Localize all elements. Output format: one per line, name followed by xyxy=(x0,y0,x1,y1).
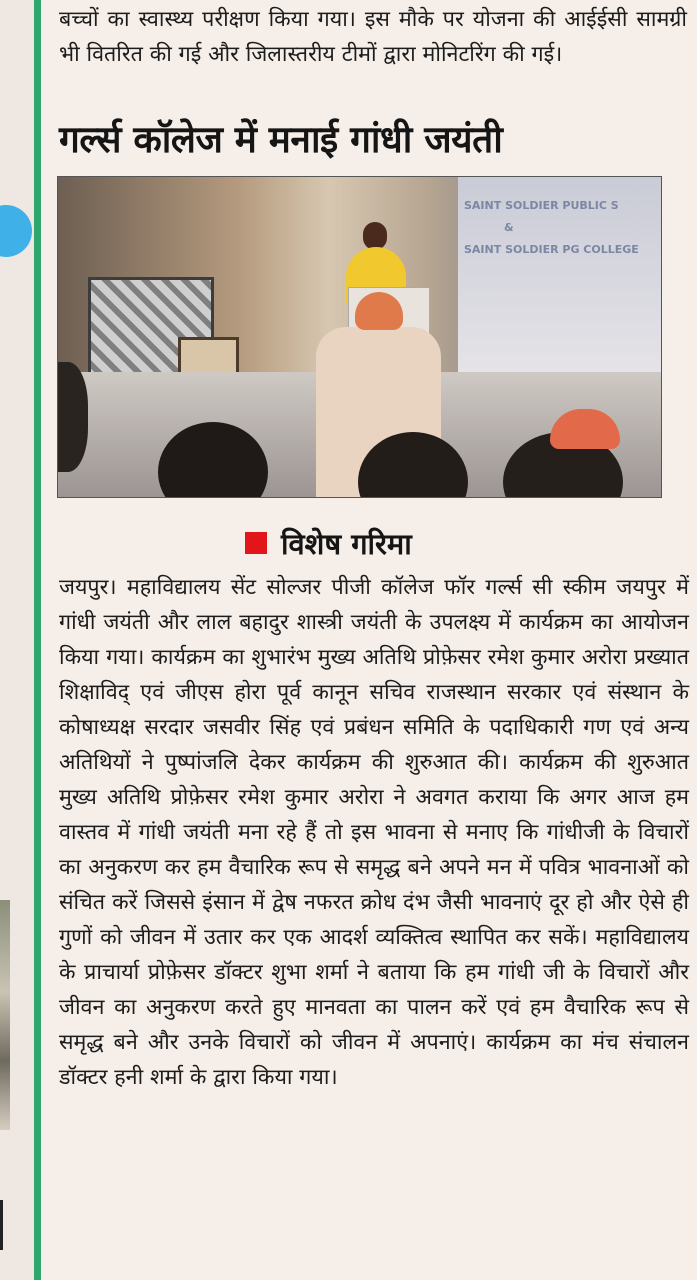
page-left-margin xyxy=(0,0,34,1280)
article-body: जयपुर। महाविद्यालय सेंट सोल्जर पीजी कॉलेज फॉर गर्ल्स सी स्कीम जयपुर में गांधी जयंती और लाल बहादुर शास्त्री जयंती के उपलक्ष्य में कार्यक्रम का आयोजन किया गया। कार्यक्रम का शुभारंभ मुख्य अतिथि प्रोफ़ेसर रमेश कुमार अरोरा प्रख्यात शिक्षाविद् एवं जीएस होरा पूर्व कानून सचिव राजस्थान सरकार एवं संस्थान के कोषाध्यक्ष सरदार जसवीर सिंह एवं प्रबंधन समिति के पदाधिकारी गण एवं अन्य अतिथियों ने पुष्पांजलि देकर कार्यक्रम की शुरुआत की। कार्यक्रम की शुरुआत मुख्य अतिथि प्रोफ़ेसर रमेश कुमार अरोरा ने अवगत कराया कि अगर आज हम वास्तव में गांधी जयंती मना रहे हैं तो इस भावना से मनाए कि गांधीजी के विचारों का अनुकरण कर हम वैचारिक रूप से समृद्ध बने अपने मन में पवित्र भावनाओं को संचित करें जिससे इंसान में द्वेष नफरत क्रोध दंभ जैसी भावनाएं दूर हो और ऐसे ही गुणों को जीवन में उतार कर एक आदर्श व्यक्तित्व स्थापित कर सकें। महाविद्यालय के प्राचार्या प्रोफ़ेसर डॉक्टर शुभा शर्मा ने बताया कि हम गांधी जी के विचारों और जीवन का अनुकरण करते हुए मानवता का पालन करें एवं हम वैचारिक रूप से समृद्ध बने और उनके विचारों को जीवन में अपनाएं। कार्यक्रम का मंच संचालन डॉक्टर हनी शर्मा के द्वारा किया गया। xyxy=(59,575,689,1090)
adjacent-column-text-fragment xyxy=(0,1200,11,1250)
next-article-headline-partial xyxy=(59,1262,687,1280)
audience-head xyxy=(57,362,88,472)
red-square-bullet-icon xyxy=(245,532,267,554)
projector-screen xyxy=(458,177,661,377)
section-subheading xyxy=(245,523,412,563)
adjacent-column-photo xyxy=(0,900,10,1130)
previous-article-paragraph: बच्चों का स्वास्थ्य परीक्षण किया गया। इस मौके पर योजना की आईईसी सामग्री भी वितरित की गई और जिलास्तरीय टीमों द्वारा मोनिटरिंग की गई। xyxy=(59,7,687,67)
next-headline-cut-off xyxy=(59,1262,687,1280)
screen-text-line: SAINT SOLDIER PG COLLEGE xyxy=(464,243,639,256)
article-photo xyxy=(57,176,662,498)
speaker-head xyxy=(363,222,387,250)
screen-text-line: & xyxy=(504,221,514,234)
article-column xyxy=(41,0,697,1280)
article-headline: गर्ल्स कॉलेज में मनाई गांधी जयंती xyxy=(59,118,503,161)
projector-screen-text xyxy=(464,195,662,261)
subheading-text: विशेष गरिमा xyxy=(281,526,412,561)
column-divider-rule xyxy=(34,0,41,1280)
screen-text-line: SAINT SOLDIER PUBLIC S xyxy=(464,199,619,212)
